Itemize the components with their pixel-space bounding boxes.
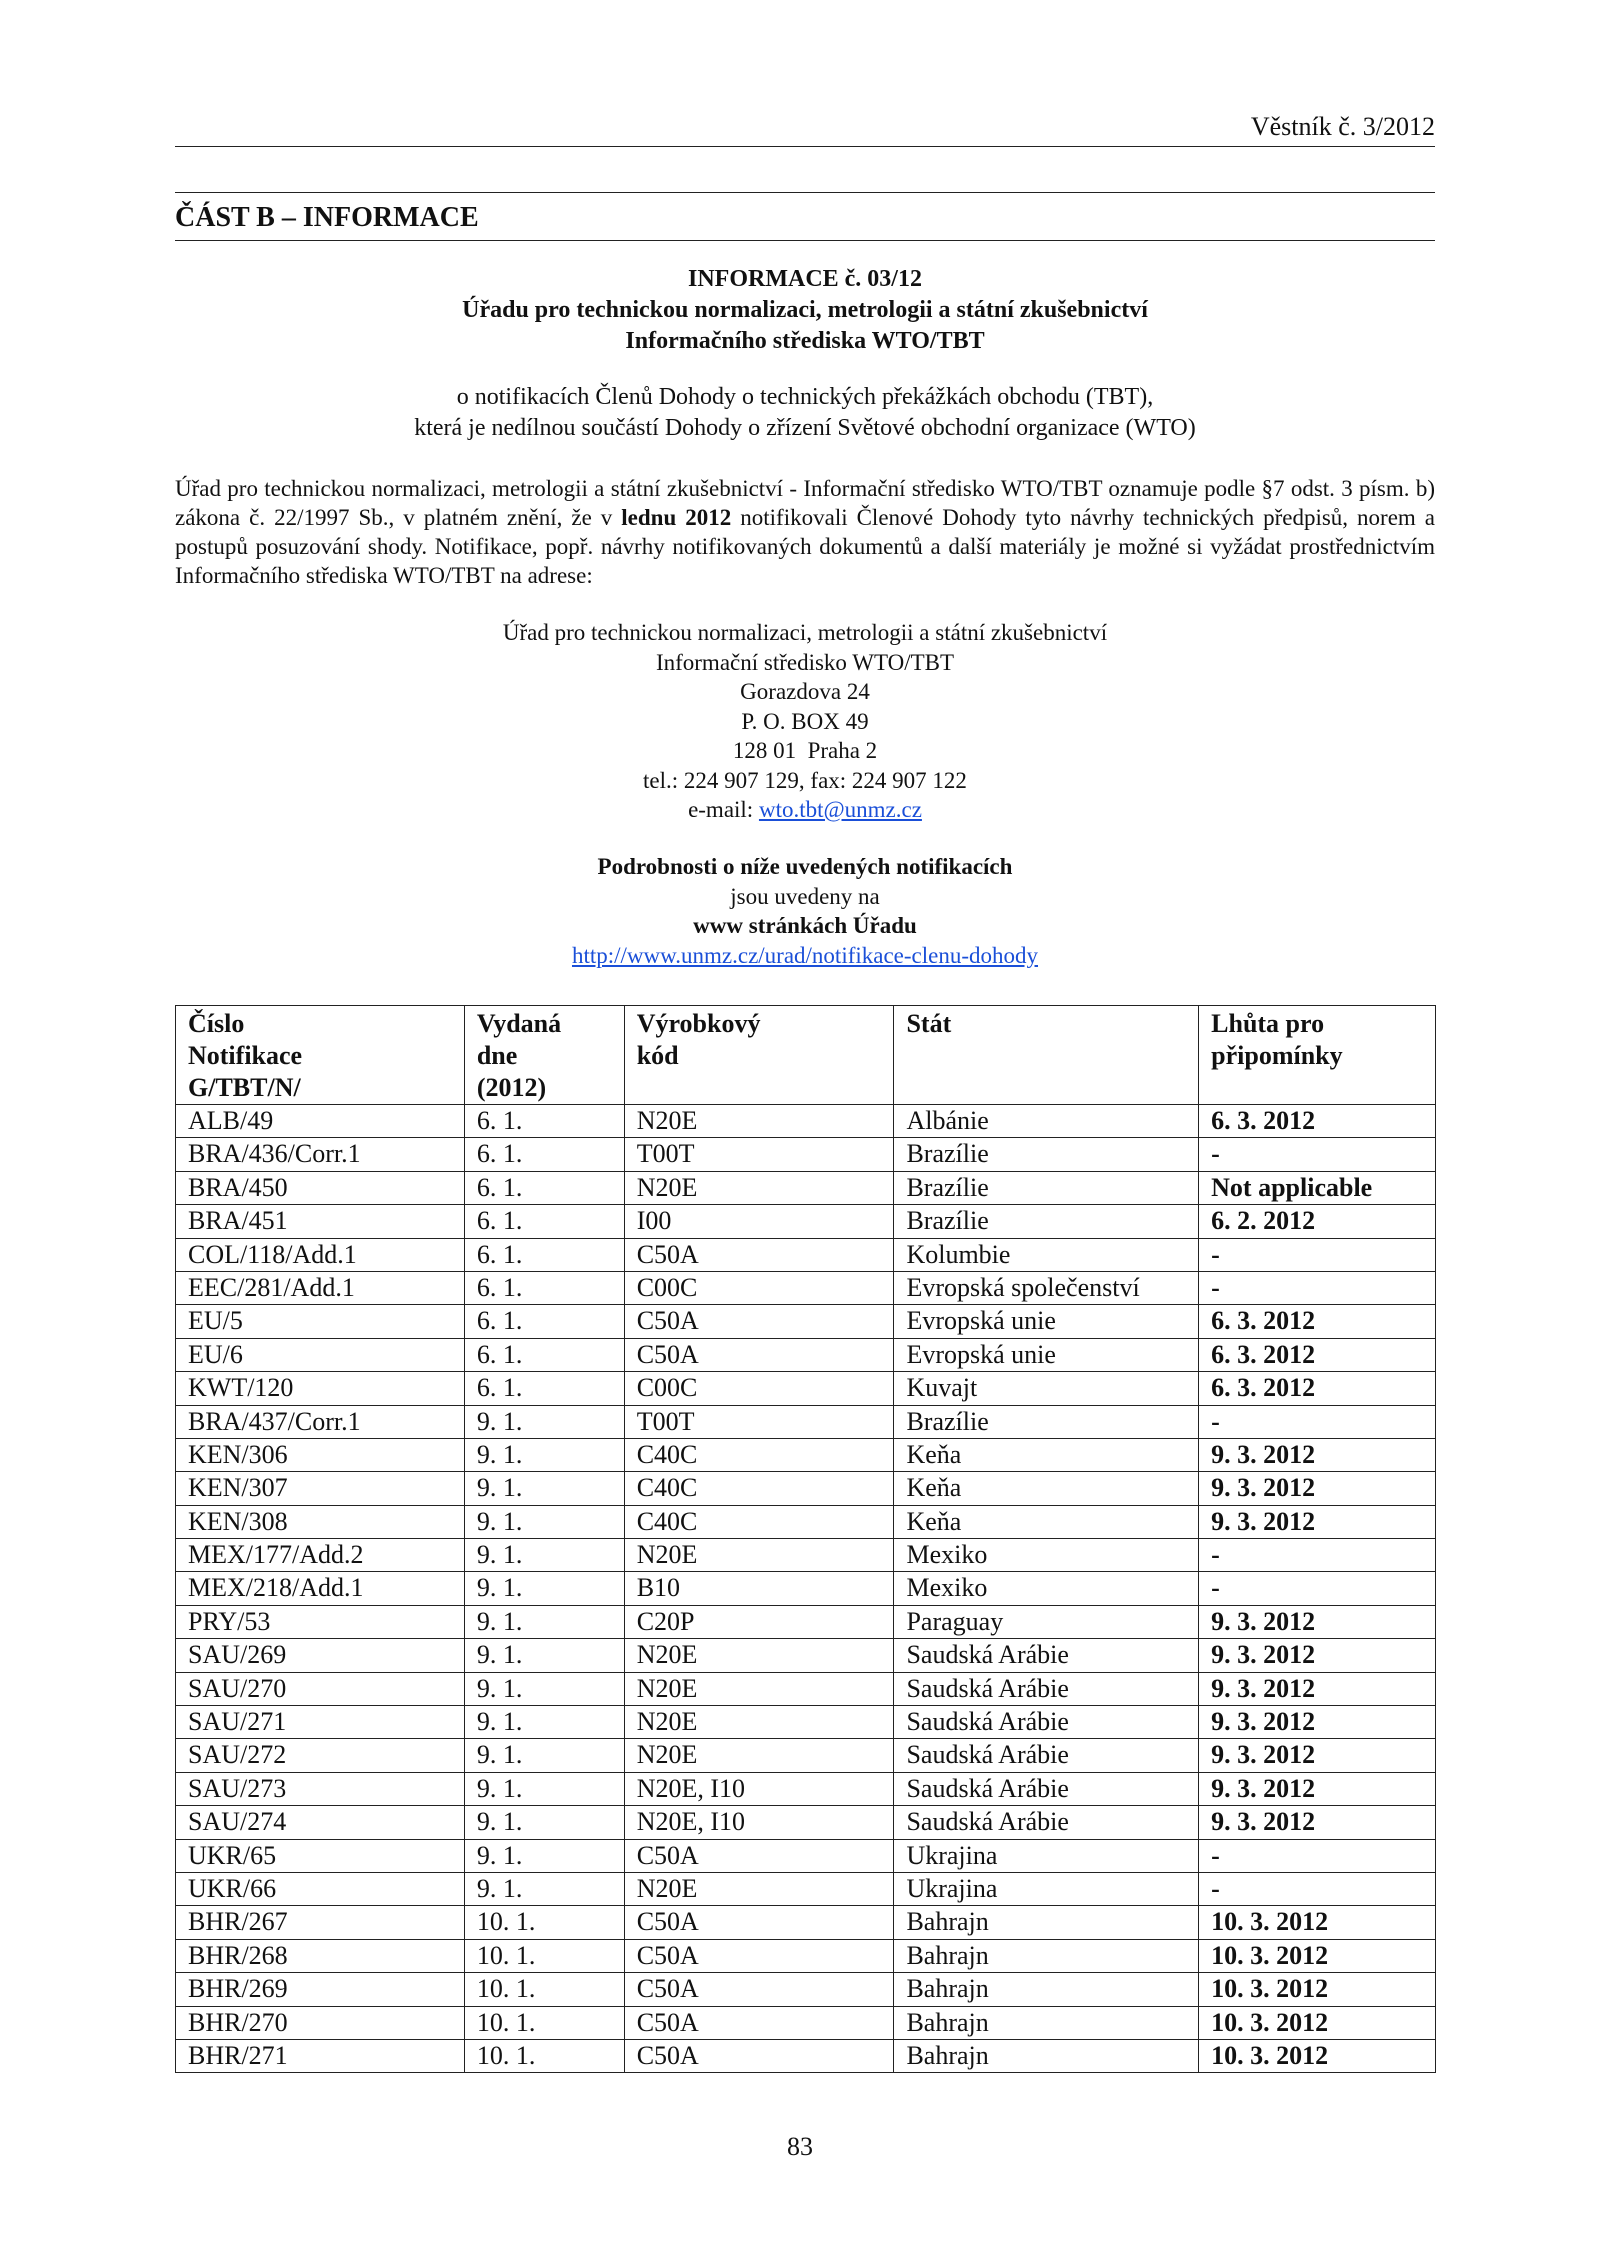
header-country: Stát xyxy=(894,1006,1199,1105)
table-row xyxy=(176,1405,1436,1438)
cell-notification-number: BRA/451 xyxy=(176,1205,465,1238)
cell-issued-date: 6. 1. xyxy=(464,1171,624,1204)
cell-comment-deadline: - xyxy=(1199,1539,1436,1572)
cell-product-code: N20E xyxy=(624,1872,894,1905)
cell-country: Mexiko xyxy=(894,1572,1199,1605)
table-row xyxy=(176,1472,1436,1505)
header-issued-date: Vydaná dne (2012) xyxy=(464,1006,624,1105)
subject-line-1: o notifikacích Členů Dohody o technických překážkách obchodu (TBT), xyxy=(456,384,1154,410)
table-row xyxy=(176,1338,1436,1371)
cell-product-code: C40C xyxy=(624,1472,894,1505)
address-line-5: 128 01 Praha 2 xyxy=(732,738,878,763)
cell-notification-number: BRA/437/Corr.1 xyxy=(176,1405,465,1438)
cell-notification-number: UKR/65 xyxy=(176,1839,465,1872)
cell-country: Bahrajn xyxy=(894,2039,1199,2072)
cell-country: Bahrajn xyxy=(894,1973,1199,2006)
cell-country: Saudská Arábie xyxy=(894,1739,1199,1772)
cell-country: Brazílie xyxy=(894,1138,1199,1171)
table-row xyxy=(176,1605,1436,1638)
cell-country: Paraguay xyxy=(894,1605,1199,1638)
cell-comment-deadline: 6. 3. 2012 xyxy=(1199,1105,1436,1138)
cell-country: Saudská Arábie xyxy=(894,1706,1199,1739)
address-line-4: P. O. BOX 49 xyxy=(741,708,869,734)
table-row xyxy=(176,1305,1436,1338)
cell-country: Kuvajt xyxy=(894,1372,1199,1405)
cell-comment-deadline: - xyxy=(1199,1839,1436,1872)
details-line-3: www stránkách Úřadu xyxy=(693,913,917,938)
info-center: Informačního střediska WTO/TBT xyxy=(625,328,985,354)
cell-product-code: C50A xyxy=(624,1939,894,1972)
table-row xyxy=(176,1939,1436,1972)
cell-country: Evropská unie xyxy=(894,1305,1199,1338)
cell-issued-date: 10. 1. xyxy=(464,1939,624,1972)
address-line-3: Gorazdova 24 xyxy=(740,679,870,704)
cell-notification-number: EU/6 xyxy=(176,1338,465,1371)
cell-country: Kolumbie xyxy=(894,1238,1199,1271)
cell-issued-date: 9. 1. xyxy=(464,1605,624,1638)
email-link[interactable]: wto.tbt@unmz.cz xyxy=(758,797,922,822)
cell-issued-date: 10. 1. xyxy=(464,1906,624,1939)
cell-comment-deadline: 10. 3. 2012 xyxy=(1199,1939,1436,1972)
info-number: INFORMACE č. 03/12 xyxy=(688,266,922,292)
cell-issued-date: 9. 1. xyxy=(464,1405,624,1438)
cell-notification-number: MEX/177/Add.2 xyxy=(176,1539,465,1572)
table-row xyxy=(176,1806,1436,1839)
table-row xyxy=(176,1238,1436,1271)
cell-country: Saudská Arábie xyxy=(894,1772,1199,1805)
cell-comment-deadline: 9. 3. 2012 xyxy=(1199,1438,1436,1471)
cell-notification-number: BHR/270 xyxy=(176,2006,465,2039)
cell-country: Brazílie xyxy=(894,1171,1199,1204)
cell-issued-date: 10. 1. xyxy=(464,2039,624,2072)
cell-product-code: C50A xyxy=(624,1973,894,2006)
cell-comment-deadline: 6. 3. 2012 xyxy=(1199,1338,1436,1371)
cell-issued-date: 6. 1. xyxy=(464,1205,624,1238)
cell-notification-number: SAU/269 xyxy=(176,1639,465,1672)
cell-notification-number: BHR/269 xyxy=(176,1973,465,2006)
cell-country: Keňa xyxy=(894,1505,1199,1538)
cell-comment-deadline: 9. 3. 2012 xyxy=(1199,1672,1436,1705)
cell-country: Saudská Arábie xyxy=(894,1639,1199,1672)
cell-product-code: C20P xyxy=(624,1605,894,1638)
cell-issued-date: 9. 1. xyxy=(464,1739,624,1772)
cell-product-code: N20E xyxy=(624,1706,894,1739)
table-row xyxy=(176,1438,1436,1471)
cell-notification-number: SAU/274 xyxy=(176,1806,465,1839)
table-row xyxy=(176,1372,1436,1405)
info-heading xyxy=(175,264,1435,357)
cell-product-code: N20E xyxy=(624,1639,894,1672)
cell-product-code: N20E, I10 xyxy=(624,1772,894,1805)
cell-product-code: C50A xyxy=(624,2039,894,2072)
header-comment-deadline: Lhůta pro připomínky xyxy=(1199,1006,1436,1105)
table-header-row xyxy=(176,1006,1436,1105)
cell-country: Ukrajina xyxy=(894,1839,1199,1872)
email-label: e-mail: xyxy=(688,797,759,822)
cell-notification-number: EU/5 xyxy=(176,1305,465,1338)
details-line-1: Podrobnosti o níže uvedených notifikacích xyxy=(597,854,1013,879)
intro-month: lednu 2012 xyxy=(621,505,732,530)
table-row xyxy=(176,1539,1436,1572)
cell-country: Bahrajn xyxy=(894,1939,1199,1972)
cell-country: Mexiko xyxy=(894,1539,1199,1572)
cell-notification-number: KWT/120 xyxy=(176,1372,465,1405)
table-row xyxy=(176,1138,1436,1171)
bulletin-header: Věstník č. 3/2012 xyxy=(1250,112,1435,141)
cell-issued-date: 9. 1. xyxy=(464,1872,624,1905)
table-row xyxy=(176,1839,1436,1872)
details-url-link[interactable]: http://www.unmz.cz/urad/notifikace-clenu-dohody xyxy=(571,942,1039,968)
cell-notification-number: BHR/268 xyxy=(176,1939,465,1972)
cell-product-code: C40C xyxy=(624,1505,894,1538)
table-row xyxy=(176,1706,1436,1739)
cell-country: Bahrajn xyxy=(894,2006,1199,2039)
address-email-line xyxy=(175,795,1435,825)
cell-notification-number: MEX/218/Add.1 xyxy=(176,1572,465,1605)
address-block xyxy=(175,618,1435,825)
table-row xyxy=(176,1772,1436,1805)
table-row xyxy=(176,1505,1436,1538)
cell-comment-deadline: - xyxy=(1199,1572,1436,1605)
cell-country: Albánie xyxy=(894,1105,1199,1138)
table-row xyxy=(176,1205,1436,1238)
cell-notification-number: BHR/267 xyxy=(176,1906,465,1939)
cell-notification-number: SAU/272 xyxy=(176,1739,465,1772)
cell-comment-deadline: 6. 3. 2012 xyxy=(1199,1305,1436,1338)
cell-comment-deadline: Not applicable xyxy=(1199,1171,1436,1204)
cell-country: Evropská unie xyxy=(894,1338,1199,1371)
cell-notification-number: BRA/436/Corr.1 xyxy=(176,1138,465,1171)
cell-notification-number: KEN/307 xyxy=(176,1472,465,1505)
cell-issued-date: 9. 1. xyxy=(464,1572,624,1605)
cell-country: Brazílie xyxy=(894,1205,1199,1238)
header-rule xyxy=(175,146,1435,147)
cell-product-code: C40C xyxy=(624,1438,894,1471)
table-row xyxy=(176,1973,1436,2006)
cell-issued-date: 9. 1. xyxy=(464,1472,624,1505)
cell-comment-deadline: - xyxy=(1199,1138,1436,1171)
cell-issued-date: 6. 1. xyxy=(464,1138,624,1171)
cell-notification-number: BHR/271 xyxy=(176,2039,465,2072)
cell-comment-deadline: 6. 2. 2012 xyxy=(1199,1205,1436,1238)
header-product-code: Výrobkový kód xyxy=(624,1006,894,1105)
table-row xyxy=(176,1572,1436,1605)
cell-comment-deadline: 9. 3. 2012 xyxy=(1199,1772,1436,1805)
cell-notification-number: SAU/273 xyxy=(176,1772,465,1805)
cell-product-code: N20E xyxy=(624,1672,894,1705)
table-row xyxy=(176,1906,1436,1939)
cell-country: Brazílie xyxy=(894,1405,1199,1438)
cell-product-code: C00C xyxy=(624,1271,894,1304)
cell-comment-deadline: 9. 3. 2012 xyxy=(1199,1605,1436,1638)
cell-notification-number: ALB/49 xyxy=(176,1105,465,1138)
page-number: 83 xyxy=(787,2132,813,2161)
cell-product-code: N20E xyxy=(624,1171,894,1204)
cell-product-code: I00 xyxy=(624,1205,894,1238)
cell-comment-deadline: 10. 3. 2012 xyxy=(1199,2039,1436,2072)
cell-comment-deadline: 9. 3. 2012 xyxy=(1199,1472,1436,1505)
cell-notification-number: UKR/66 xyxy=(176,1872,465,1905)
cell-issued-date: 10. 1. xyxy=(464,2006,624,2039)
cell-comment-deadline: 9. 3. 2012 xyxy=(1199,1505,1436,1538)
cell-issued-date: 9. 1. xyxy=(464,1672,624,1705)
cell-product-code: C50A xyxy=(624,1839,894,1872)
cell-issued-date: 10. 1. xyxy=(464,1973,624,2006)
notification-subject xyxy=(175,382,1435,444)
cell-country: Evropská společenství xyxy=(894,1271,1199,1304)
cell-notification-number: COL/118/Add.1 xyxy=(176,1238,465,1271)
cell-product-code: B10 xyxy=(624,1572,894,1605)
cell-product-code: N20E xyxy=(624,1539,894,1572)
info-office: Úřadu pro technickou normalizaci, metrologii a státní zkušebnictví xyxy=(462,297,1148,323)
cell-notification-number: EEC/281/Add.1 xyxy=(176,1271,465,1304)
intro-text-2: notifikovali Členové Dohody tyto návrhy technických předpisů, norem a postupů posuzování shody. Notifikace, popř. návrhy notifikovaných dokumentů a další materiály je možné si vyžádat prostřednictvím Informačního střediska WTO/TBT na adrese: xyxy=(175,505,1436,588)
cell-notification-number: SAU/270 xyxy=(176,1672,465,1705)
cell-product-code: C50A xyxy=(624,1238,894,1271)
cell-product-code: T00T xyxy=(624,1138,894,1171)
cell-issued-date: 6. 1. xyxy=(464,1338,624,1371)
cell-notification-number: KEN/306 xyxy=(176,1438,465,1471)
cell-comment-deadline: 9. 3. 2012 xyxy=(1199,1706,1436,1739)
cell-comment-deadline: 9. 3. 2012 xyxy=(1199,1739,1436,1772)
cell-product-code: C50A xyxy=(624,1338,894,1371)
cell-country: Keňa xyxy=(894,1472,1199,1505)
cell-country: Saudská Arábie xyxy=(894,1672,1199,1705)
cell-issued-date: 9. 1. xyxy=(464,1539,624,1572)
cell-issued-date: 9. 1. xyxy=(464,1839,624,1872)
intro-text-1: Úřad pro technickou normalizaci, metrologii a státní zkušebnictví - Informační středisko WTO/TBT oznamuje podle §7 odst. 3 písm. b) zákona č. 22/1997 Sb., v platném znění, že v xyxy=(175,476,1435,530)
cell-issued-date: 9. 1. xyxy=(464,1772,624,1805)
cell-issued-date: 9. 1. xyxy=(464,1706,624,1739)
address-line-2: Informační středisko WTO/TBT xyxy=(655,649,955,675)
cell-issued-date: 9. 1. xyxy=(464,1806,624,1839)
cell-product-code: T00T xyxy=(624,1405,894,1438)
section-title: ČÁST B – INFORMACE xyxy=(175,202,479,233)
cell-product-code: C50A xyxy=(624,1906,894,1939)
cell-product-code: N20E xyxy=(624,1739,894,1772)
cell-comment-deadline: - xyxy=(1199,1872,1436,1905)
cell-issued-date: 6. 1. xyxy=(464,1271,624,1304)
cell-product-code: C50A xyxy=(624,2006,894,2039)
cell-comment-deadline: - xyxy=(1199,1405,1436,1438)
subject-line-2: která je nedílnou součástí Dohody o zřízení Světové obchodní organizace (WTO) xyxy=(414,415,1196,441)
cell-notification-number: SAU/271 xyxy=(176,1706,465,1739)
cell-notification-number: KEN/308 xyxy=(176,1505,465,1538)
table-row xyxy=(176,1672,1436,1705)
cell-country: Saudská Arábie xyxy=(894,1806,1199,1839)
table-row xyxy=(176,1872,1436,1905)
details-line-2: jsou uvedeny na xyxy=(730,883,880,909)
cell-comment-deadline: 9. 3. 2012 xyxy=(1199,1806,1436,1839)
cell-comment-deadline: 10. 3. 2012 xyxy=(1199,2006,1436,2039)
cell-comment-deadline: 6. 3. 2012 xyxy=(1199,1372,1436,1405)
cell-product-code: C50A xyxy=(624,1305,894,1338)
cell-issued-date: 6. 1. xyxy=(464,1372,624,1405)
table-row xyxy=(176,1171,1436,1204)
table-row xyxy=(176,1271,1436,1304)
cell-comment-deadline: - xyxy=(1199,1271,1436,1304)
address-phone: tel.: 224 907 129, fax: 224 907 122 xyxy=(643,767,967,793)
cell-comment-deadline: - xyxy=(1199,1238,1436,1271)
cell-issued-date: 6. 1. xyxy=(464,1105,624,1138)
cell-comment-deadline: 10. 3. 2012 xyxy=(1199,1973,1436,2006)
table-row xyxy=(176,2039,1436,2072)
address-line-1: Úřad pro technickou normalizaci, metrologii a státní zkušebnictví xyxy=(502,620,1108,645)
details-block xyxy=(175,852,1435,970)
table-row xyxy=(176,1639,1436,1672)
section-rule-bottom xyxy=(175,240,1435,241)
cell-comment-deadline: 9. 3. 2012 xyxy=(1199,1639,1436,1672)
cell-product-code: N20E xyxy=(624,1105,894,1138)
intro-paragraph xyxy=(175,474,1435,590)
header-notification-number: Číslo Notifikace G/TBT/N/ xyxy=(176,1006,465,1105)
table-row xyxy=(176,1105,1436,1138)
cell-issued-date: 6. 1. xyxy=(464,1238,624,1271)
cell-country: Keňa xyxy=(894,1438,1199,1471)
cell-product-code: N20E, I10 xyxy=(624,1806,894,1839)
table-body xyxy=(176,1105,1436,2073)
cell-issued-date: 9. 1. xyxy=(464,1438,624,1471)
cell-notification-number: PRY/53 xyxy=(176,1605,465,1638)
cell-product-code: C00C xyxy=(624,1372,894,1405)
cell-notification-number: BRA/450 xyxy=(176,1171,465,1204)
cell-comment-deadline: 10. 3. 2012 xyxy=(1199,1906,1436,1939)
section-rule-top xyxy=(175,192,1435,193)
notifications-table xyxy=(175,1005,1436,2073)
cell-issued-date: 6. 1. xyxy=(464,1305,624,1338)
cell-issued-date: 9. 1. xyxy=(464,1639,624,1672)
table-row xyxy=(176,1739,1436,1772)
table-row xyxy=(176,2006,1436,2039)
cell-issued-date: 9. 1. xyxy=(464,1505,624,1538)
cell-country: Bahrajn xyxy=(894,1906,1199,1939)
cell-country: Ukrajina xyxy=(894,1872,1199,1905)
